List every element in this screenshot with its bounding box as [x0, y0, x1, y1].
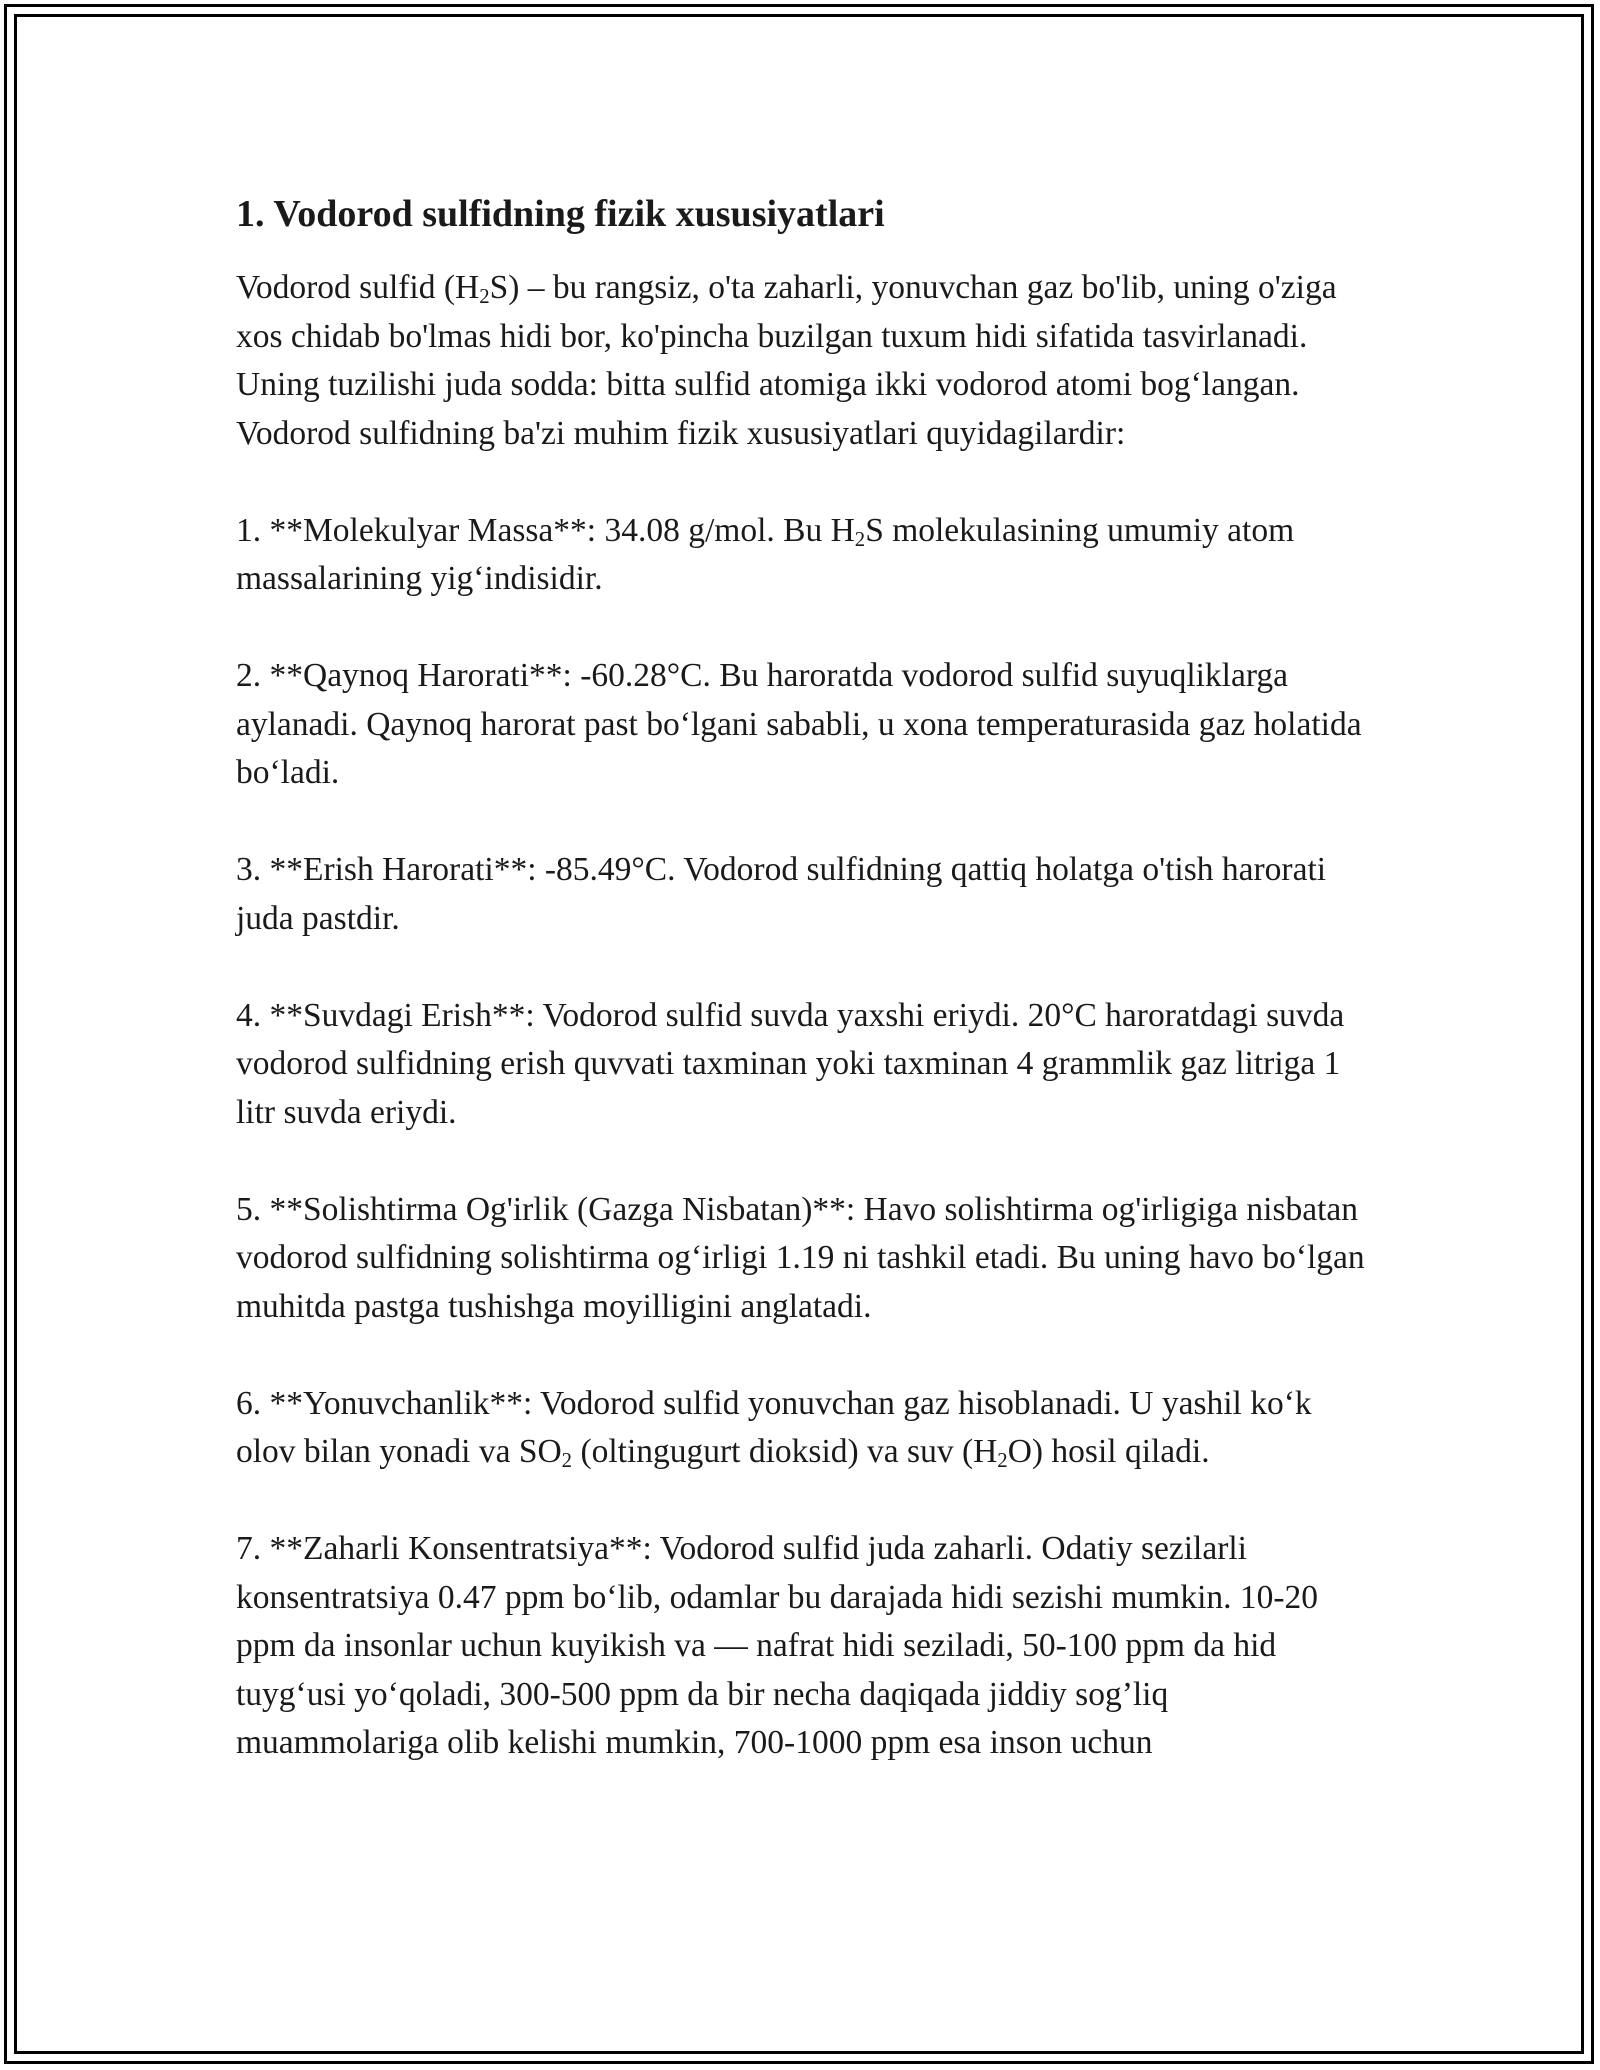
item6-subscript-2: 2	[997, 1449, 1008, 1473]
intro-text-b: S) – bu rangsiz, o'ta zaharli, yonuvchan gaz bo'lib, uning o'ziga xos chidab bo'lmas hidi bor, ko'pincha buzilgan tuxum hidi sifatida tasvirlanadi. Uning tuzilishi juda sodda: bitta sulfid atomiga ikki vodorod atomi bog‘langan. Vodorod sulfidning ba'zi muhim fizik xususiyatlari quyidagilardir:	[236, 269, 1337, 452]
intro-text-a: Vodorod sulfid (H	[236, 269, 480, 306]
intro-paragraph	[236, 264, 1366, 458]
item6-text-b: (oltingugurt dioksid) va suv (H	[572, 1433, 998, 1470]
list-item-specific-gravity: 5. **Solishtirma Og'irlik (Gazga Nisbatan)**: Havo solishtirma og'irligiga nisbatan vodorod sulfidning solishtirma og‘irligi 1.19 ni tashkil etadi. Bu uning havo bo‘lgan muhitda pastga tushishga moyilligini anglatadi.	[236, 1190, 1365, 1325]
item1-text-b: S molekulasining umumiy atom massalarining yig‘indisidir.	[236, 511, 1295, 597]
list-item-water-solubility: 4. **Suvdagi Erish**: Vodorod sulfid suvda yaxshi eriydi. 20°C haroratdagi suvda vodorod sulfidning erish quvvati taxminan yoki taxminan 4 grammlik gaz litriga 1 litr suvda eriydi.	[236, 996, 1345, 1131]
item6-text-c: O) hosil qiladi.	[1007, 1433, 1210, 1470]
item6-text-a: 6. **Yonuvchanlik**: Vodorod sulfid yonuvchan gaz hisoblanadi. U yashil ko‘k olov bilan yonadi va SO	[236, 1384, 1312, 1470]
section-title: 1. Vodorod sulfidning fizik xususiyatlari	[236, 193, 885, 235]
item1-text-a: 1. **Molekulyar Massa**: 34.08 g/mol. Bu H	[236, 511, 855, 549]
intro-subscript: 2	[479, 285, 490, 309]
item1-subscript: 2	[854, 527, 866, 551]
list-item-molecular-mass	[236, 507, 1366, 604]
item6-subscript-1: 2	[561, 1449, 573, 1473]
list-item-toxic-concentration: 7. **Zaharli Konsentratsiya**: Vodorod sulfid juda zaharli. Odatiy sezilarli konsentratsiya 0.47 ppm bo‘lib, odamlar bu darajada hidi sezishi mumkin. 10-20 ppm da insonlar uchun kuyikish va — nafrat hidi seziladi, 50-100 ppm da hid tuyg‘usi yo‘qoladi, 300-500 ppm da bir necha daqiqada jiddiy sog’liq muammolariga olib kelishi mumkin, 700-1000 ppm esa inson uchun	[236, 1530, 1319, 1761]
list-item-boiling-point: 2. **Qaynoq Harorati**: -60.28°C. Bu haroratda vodorod sulfid suyuqliklarga aylanadi. Qaynoq harorat past bo‘lgani sababli, u xona temperaturasida gaz holatida bo‘ladi.	[236, 657, 1362, 791]
list-item-flammability	[236, 1380, 1366, 1477]
document-body	[236, 188, 1366, 1768]
list-item-melting-point: 3. **Erish Harorati**: -85.49°C. Vodorod sulfidning qattiq holatga o'tish harorati juda pastdir.	[236, 851, 1327, 937]
